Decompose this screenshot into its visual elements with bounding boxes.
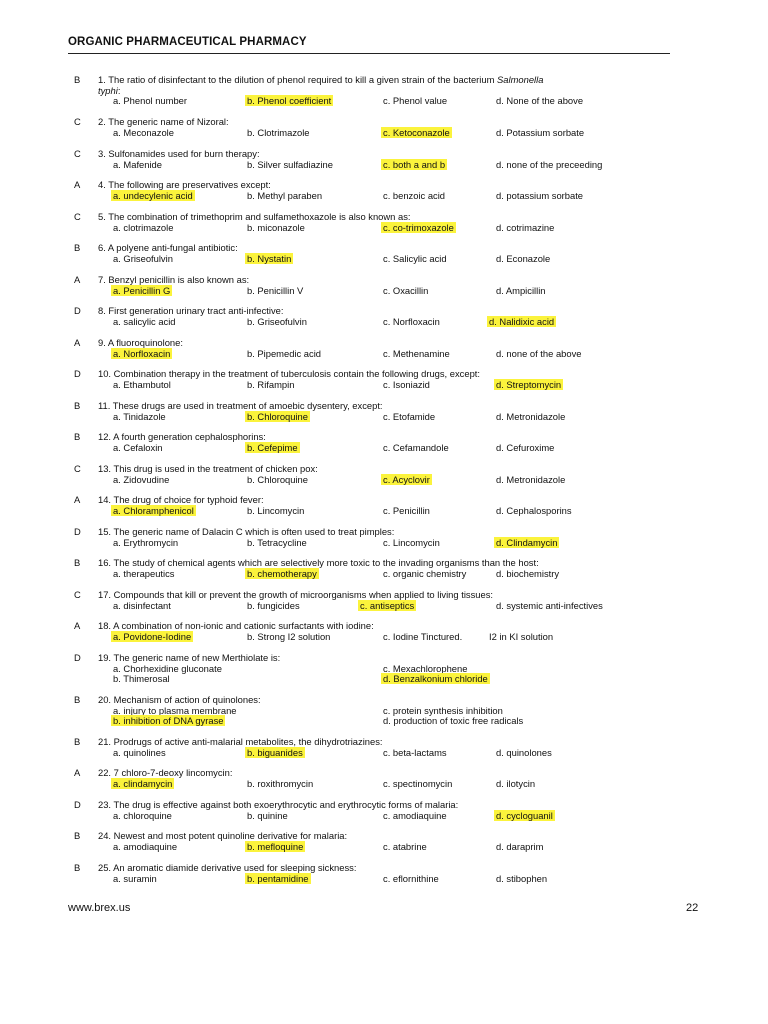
- option-c-label: c. Methenamine: [383, 347, 450, 359]
- option-c-label: c. benzoic acid: [383, 189, 446, 201]
- question-text: 19. The generic name of new Merthiolate is:: [98, 652, 281, 663]
- options-row: [68, 748, 708, 759]
- question-stem: [98, 75, 673, 96]
- option-a-label: a. clotrimazole: [113, 221, 174, 233]
- option-c[interactable]: [383, 254, 447, 265]
- question-text-italic: Salmonella: [497, 74, 544, 85]
- answer-key: B: [74, 400, 81, 411]
- options-row: [68, 160, 708, 171]
- options-row: [68, 506, 708, 517]
- option-c-label: c. Penicillin: [383, 504, 430, 516]
- option-d-label: d. quinolones: [496, 746, 552, 758]
- option-a-label: a. Phenol number: [113, 95, 188, 106]
- question-text: 24. Newest and most potent quinoline derivative for malaria:: [98, 830, 348, 841]
- answer-key: B: [74, 242, 81, 253]
- options-row: [68, 569, 708, 580]
- options-row: [68, 716, 708, 727]
- option-c[interactable]: [383, 349, 450, 360]
- option-d[interactable]: [489, 632, 553, 643]
- option-d-label: d. biochemistry: [496, 567, 560, 579]
- option-a-label: a. therapeutics: [113, 567, 175, 579]
- option-a-label: a. Mafenide: [113, 158, 162, 170]
- option-a[interactable]: [113, 601, 171, 612]
- option-b-label: b. Rifampin: [247, 378, 295, 390]
- option-c[interactable]: [383, 506, 430, 517]
- option-b[interactable]: [247, 538, 307, 549]
- answer-key: A: [74, 337, 81, 348]
- option-d[interactable]: [496, 443, 554, 454]
- option-b[interactable]: [247, 475, 308, 486]
- option-d-label: d. cycloguanil: [496, 809, 553, 821]
- option-a[interactable]: [113, 286, 172, 297]
- header-rule: [68, 53, 670, 54]
- question-text: 2. The generic name of Nizoral:: [98, 116, 229, 127]
- option-c[interactable]: [383, 191, 445, 202]
- option-a-label: a. Chloramphenicol: [113, 504, 194, 516]
- option-c-label: c. Mexachlorophene: [383, 662, 468, 674]
- option-a-label: a. suramin: [113, 872, 157, 884]
- option-c[interactable]: [360, 601, 416, 612]
- option-d-label: d. Streptomycin: [496, 378, 562, 390]
- answer-key: B: [74, 736, 81, 747]
- question-text: 10. Combination therapy in the treatment of tuberculosis contain the following drugs, except:: [98, 368, 480, 379]
- option-c-label: c. co-trimoxazole: [383, 221, 454, 233]
- option-d[interactable]: [496, 128, 584, 139]
- options-row: [68, 96, 708, 107]
- option-b[interactable]: [247, 254, 293, 265]
- answer-key: A: [74, 620, 81, 631]
- answer-key: A: [74, 767, 81, 778]
- option-a-label: a. disinfectant: [113, 599, 171, 611]
- option-a-label: a. amodiaquine: [113, 840, 178, 852]
- answer-key: B: [74, 830, 81, 841]
- answer-key: A: [74, 274, 81, 285]
- option-b[interactable]: [247, 569, 319, 580]
- option-d-label: d. Ampicillin: [496, 284, 546, 296]
- option-a-label: a. chloroquine: [113, 809, 172, 821]
- footer-site: www.brex.us: [68, 902, 131, 914]
- option-d-label: d. Nalidixic acid: [489, 315, 555, 327]
- option-c-label: c. protein synthesis inhibition: [383, 704, 503, 716]
- answer-key: D: [74, 368, 81, 379]
- option-d-label: d. daraprim: [496, 840, 544, 852]
- answer-key: D: [74, 526, 81, 537]
- option-b-label: b. roxithromycin: [247, 777, 314, 789]
- option-d-label: d. none of the preceeding: [496, 158, 603, 170]
- option-d-label: d. systemic anti-infectives: [496, 599, 603, 611]
- answer-key: B: [74, 557, 81, 568]
- option-b-label: b. Penicillin V: [247, 284, 304, 296]
- option-a-label: a. Penicillin G: [113, 284, 171, 296]
- option-b-label: b. quinine: [247, 809, 288, 821]
- question-stem: [98, 212, 673, 223]
- answer-key: D: [74, 305, 81, 316]
- option-d[interactable]: [496, 748, 552, 759]
- question-text: 13. This drug is used in the treatment of chicken pox:: [98, 463, 318, 474]
- option-d[interactable]: [496, 538, 559, 549]
- option-c[interactable]: [383, 632, 462, 643]
- option-b-label: b. pentamidine: [247, 872, 309, 884]
- option-a[interactable]: [113, 811, 172, 822]
- option-b-label: b. chemotherapy: [247, 567, 317, 579]
- answer-key: C: [74, 211, 81, 222]
- option-a-label: a. clindamycin: [113, 777, 173, 789]
- answer-key: D: [74, 652, 81, 663]
- option-d[interactable]: [496, 286, 546, 297]
- option-a-label: a. Zidovudine: [113, 473, 170, 485]
- option-c-label: c. Iodine Tinctured.: [383, 630, 463, 642]
- answer-key: A: [74, 179, 81, 190]
- option-a[interactable]: [113, 443, 163, 454]
- option-a[interactable]: [113, 842, 177, 853]
- options-row: [68, 254, 708, 265]
- option-c-label: c. Phenol value: [383, 95, 448, 106]
- options-row: [68, 874, 708, 885]
- option-c-label: c. organic chemistry: [383, 567, 467, 579]
- option-a[interactable]: [113, 317, 176, 328]
- question-text: 22. 7 chloro-7-deoxy lincomycin:: [98, 767, 233, 778]
- question-text: :: [117, 84, 121, 96]
- answer-key: B: [74, 431, 81, 442]
- option-c-label: c. amodiaquine: [383, 809, 447, 821]
- question-text: 18. A combination of non-ionic and cationic surfactants with iodine:: [98, 620, 374, 631]
- option-a-label: a. Povidone-Iodine: [113, 630, 192, 642]
- options-row: [68, 443, 708, 454]
- option-d[interactable]: [496, 191, 583, 202]
- option-b[interactable]: [247, 779, 313, 790]
- options-row: [68, 475, 708, 486]
- option-d[interactable]: [383, 716, 523, 727]
- question-text: 20. Mechanism of action of quinolones:: [98, 694, 261, 705]
- option-d-label: d. Econazole: [496, 252, 551, 264]
- option-c-label: c. Salicylic acid: [383, 252, 447, 264]
- option-a-label: a. Norfloxacin: [113, 347, 171, 359]
- option-d[interactable]: [496, 874, 547, 885]
- option-d[interactable]: [496, 160, 602, 171]
- options-row: [68, 349, 708, 360]
- options-row: [68, 601, 708, 612]
- option-b[interactable]: [113, 674, 170, 685]
- option-a-label: a. salicylic acid: [113, 315, 176, 327]
- question-text: 21. Prodrugs of active anti-malarial metabolites, the dihydrotriazines:: [98, 736, 383, 747]
- question-text: 14. The drug of choice for typhoid fever:: [98, 494, 264, 505]
- option-a-label: a. undecylenic acid: [113, 189, 193, 201]
- option-d[interactable]: [496, 506, 572, 517]
- question-text: 17. Compounds that kill or prevent the growth of microorganisms when applied to living tissues:: [98, 589, 493, 600]
- option-d[interactable]: [489, 317, 556, 328]
- option-c[interactable]: [383, 317, 440, 328]
- option-d-label: d. Clindamycin: [496, 536, 558, 548]
- option-d[interactable]: [383, 674, 490, 685]
- answer-key: B: [74, 862, 81, 873]
- option-b-label: b. Cefepime: [247, 441, 298, 453]
- option-a[interactable]: [113, 632, 193, 643]
- options-row: [68, 223, 708, 234]
- option-b-label: b. mefloquine: [247, 840, 304, 852]
- option-b-label: b. Silver sulfadiazine: [247, 158, 333, 170]
- question-text: 8. First generation urinary tract anti-infective:: [98, 305, 284, 316]
- option-d[interactable]: [496, 569, 559, 580]
- option-b[interactable]: [247, 412, 310, 423]
- option-c[interactable]: [383, 96, 447, 107]
- options-row: [68, 317, 708, 328]
- page-number: 22: [686, 902, 699, 914]
- option-b-label: b. Tetracycline: [247, 536, 307, 548]
- option-d-label: d. Metronidazole: [496, 473, 566, 485]
- question-text: 23. The drug is effective against both exoerythrocytic and erythrocytic forms of malaria:: [98, 799, 459, 810]
- option-c-label: c. Lincomycin: [383, 536, 440, 548]
- option-d-label: I2 in KI solution: [489, 630, 554, 642]
- options-row: [68, 842, 708, 853]
- options-row: [68, 632, 708, 643]
- option-b[interactable]: [247, 748, 305, 759]
- option-d[interactable]: [496, 349, 582, 360]
- option-d-label: d. cotrimazine: [496, 221, 555, 233]
- option-c[interactable]: [383, 412, 435, 423]
- answer-key: C: [74, 116, 81, 127]
- question-text: 5. The combination of trimethoprim and sulfamethoxazole is also known as:: [98, 211, 411, 222]
- option-b[interactable]: [247, 443, 300, 454]
- option-c[interactable]: [383, 475, 432, 486]
- option-d-label: d. Benzalkonium chloride: [383, 673, 488, 684]
- option-a[interactable]: [113, 748, 166, 759]
- option-b-label: b. Nystatin: [247, 252, 292, 264]
- option-a-label: a. Meconazole: [113, 126, 174, 138]
- options-row: [68, 128, 708, 139]
- option-a-label: a. Chorhexidine gluconate: [113, 662, 222, 674]
- option-b-label: b. Lincomycin: [247, 504, 305, 516]
- option-a[interactable]: [113, 223, 173, 234]
- option-a[interactable]: [113, 569, 175, 580]
- option-c[interactable]: [383, 538, 440, 549]
- option-c[interactable]: [383, 380, 430, 391]
- question-text: 15. The generic name of Dalacin C which is often used to treat pimples:: [98, 526, 395, 537]
- option-d[interactable]: [496, 601, 603, 612]
- option-c-label: c. Isoniazid: [383, 378, 430, 390]
- option-d-label: d. none of the above: [496, 347, 582, 359]
- option-d-label: d. ilotycin: [496, 777, 536, 789]
- answer-key: C: [74, 589, 81, 600]
- option-d[interactable]: [496, 380, 563, 391]
- option-b[interactable]: [247, 811, 288, 822]
- option-a[interactable]: [113, 128, 174, 139]
- option-b[interactable]: [247, 128, 310, 139]
- option-a-label: a. Erythromycin: [113, 536, 179, 548]
- options-row: [68, 779, 708, 790]
- answer-key: A: [74, 494, 81, 505]
- option-a[interactable]: [113, 191, 195, 202]
- question-text: 12. A fourth generation cephalosphorins:: [98, 431, 266, 442]
- answer-key: C: [74, 148, 81, 159]
- options-row: [68, 811, 708, 822]
- option-c-label: c. Acyclovir: [383, 473, 430, 485]
- option-b-label: b. Clotrimazole: [247, 126, 310, 138]
- option-a-label: a. Tinidazole: [113, 410, 166, 422]
- option-b[interactable]: [247, 842, 305, 853]
- option-a[interactable]: [113, 349, 172, 360]
- option-d[interactable]: [496, 223, 554, 234]
- option-b[interactable]: [247, 191, 322, 202]
- option-b[interactable]: [113, 716, 225, 727]
- question-text: 9. A fluoroquinolone:: [98, 337, 183, 348]
- option-c-label: c. Norfloxacin: [383, 315, 440, 327]
- option-c[interactable]: [383, 443, 449, 454]
- option-b-label: b. fungicides: [247, 599, 300, 611]
- question-text: 11. These drugs are used in treatment of amoebic dysentery, except:: [98, 400, 383, 411]
- option-c[interactable]: [383, 748, 447, 759]
- options-row: [68, 380, 708, 391]
- option-d-label: d. Cefuroxime: [496, 441, 555, 453]
- option-b[interactable]: [247, 96, 333, 107]
- option-c[interactable]: [383, 286, 428, 297]
- question-text: 6. A polyene anti-fungal antibiotic:: [98, 242, 238, 253]
- option-d-label: d. Metronidazole: [496, 410, 566, 422]
- option-b-label: b. Phenol coefficient: [247, 95, 332, 106]
- options-row: [68, 674, 708, 685]
- option-b-label: b. Griseofulvin: [247, 315, 307, 327]
- question-text: 1. The ratio of disinfectant to the dilution of phenol required to kill a given strain of the bacterium: [98, 74, 495, 85]
- option-a[interactable]: [113, 506, 196, 517]
- option-b[interactable]: [247, 317, 307, 328]
- option-d[interactable]: [496, 842, 543, 853]
- option-a-label: a. Ethambutol: [113, 378, 171, 390]
- option-a[interactable]: [113, 475, 169, 486]
- question-text-italic: typhi: [98, 84, 118, 96]
- option-d-label: d. None of the above: [496, 95, 584, 106]
- option-b-label: b. inhibition of DNA gyrase: [113, 715, 224, 726]
- question-stem: [98, 464, 673, 475]
- options-row: [68, 412, 708, 423]
- option-d[interactable]: [496, 475, 565, 486]
- option-b[interactable]: [247, 632, 330, 643]
- option-d-label: d. stibophen: [496, 872, 548, 884]
- option-d-label: d. production of toxic free radicals: [383, 715, 524, 726]
- option-c[interactable]: [383, 160, 447, 171]
- option-b[interactable]: [247, 601, 300, 612]
- question-text: 3. Sulfonamides used for burn therapy:: [98, 148, 260, 159]
- option-b-label: b. Strong I2 solution: [247, 630, 331, 642]
- option-c[interactable]: [383, 779, 452, 790]
- option-b-label: b. miconazole: [247, 221, 305, 233]
- answer-key: D: [74, 799, 81, 810]
- option-d[interactable]: [496, 412, 565, 423]
- option-c[interactable]: [383, 223, 456, 234]
- answer-key: B: [74, 694, 81, 705]
- option-a-label: a. Cefaloxin: [113, 441, 163, 453]
- answer-key: C: [74, 463, 81, 474]
- option-a[interactable]: [113, 254, 173, 265]
- option-c[interactable]: [383, 128, 452, 139]
- options-row: [68, 191, 708, 202]
- option-d[interactable]: [496, 811, 555, 822]
- option-b-label: b. Chloroquine: [247, 473, 308, 485]
- option-a[interactable]: [113, 96, 187, 107]
- option-b-label: b. Pipemedic acid: [247, 347, 321, 359]
- option-a[interactable]: [113, 412, 166, 423]
- option-b-label: b. Methyl paraben: [247, 189, 323, 201]
- question-text: 4. The following are preservatives except:: [98, 179, 271, 190]
- option-b[interactable]: [247, 874, 311, 885]
- option-b-label: b. Chloroquine: [247, 410, 308, 422]
- option-c[interactable]: [383, 569, 466, 580]
- option-c-label: c. antiseptics: [360, 599, 415, 611]
- option-c[interactable]: [383, 874, 439, 885]
- option-c-label: c. spectinomycin: [383, 777, 453, 789]
- option-b[interactable]: [247, 506, 304, 517]
- option-c-label: c. beta-lactams: [383, 746, 447, 758]
- option-c[interactable]: [383, 811, 447, 822]
- option-b-label: b. Thimerosal: [113, 673, 170, 684]
- option-c-label: c. eflornithine: [383, 872, 439, 884]
- page-title: ORGANIC PHARMACEUTICAL PHARMACY: [68, 36, 307, 48]
- question-stem: [98, 117, 673, 128]
- option-b[interactable]: [247, 160, 333, 171]
- option-b[interactable]: [247, 286, 303, 297]
- option-d-label: d. Cephalosporins: [496, 504, 572, 516]
- option-c-label: c. Ketoconazole: [383, 126, 450, 138]
- question-text: 25. An aromatic diamide derivative used for sleeping sickness:: [98, 862, 357, 873]
- options-row: [68, 538, 708, 549]
- option-b-label: b. biguanides: [247, 746, 303, 758]
- option-a-label: a. injury to plasma membrane: [113, 704, 237, 716]
- option-c[interactable]: [383, 842, 427, 853]
- answer-key: B: [74, 74, 81, 85]
- option-b[interactable]: [247, 380, 294, 391]
- option-a[interactable]: [113, 160, 162, 171]
- option-d[interactable]: [496, 779, 535, 790]
- option-a[interactable]: [113, 874, 157, 885]
- option-c-label: c. Oxacillin: [383, 284, 429, 296]
- option-d-label: d. Potassium sorbate: [496, 126, 585, 138]
- option-c-label: c. Cefamandole: [383, 441, 449, 453]
- question-text: 16. The study of chemical agents which are selectively more toxic to the invading organisms than the host:: [98, 557, 539, 568]
- option-a-label: a. Griseofulvin: [113, 252, 173, 264]
- option-a[interactable]: [113, 538, 178, 549]
- option-a[interactable]: [113, 779, 174, 790]
- question-text: 7. Benzyl penicillin is also known as:: [98, 274, 250, 285]
- option-c-label: c. Etofamide: [383, 410, 436, 422]
- option-b[interactable]: [247, 349, 321, 360]
- option-a-label: a. quinolines: [113, 746, 166, 758]
- option-d[interactable]: [496, 96, 583, 107]
- option-c-label: c. atabrine: [383, 840, 427, 852]
- option-c-label: c. both a and b: [383, 158, 446, 170]
- options-row: [68, 286, 708, 297]
- option-d[interactable]: [496, 254, 550, 265]
- option-b[interactable]: [247, 223, 305, 234]
- option-a[interactable]: [113, 380, 171, 391]
- option-d-label: d. potassium sorbate: [496, 189, 584, 201]
